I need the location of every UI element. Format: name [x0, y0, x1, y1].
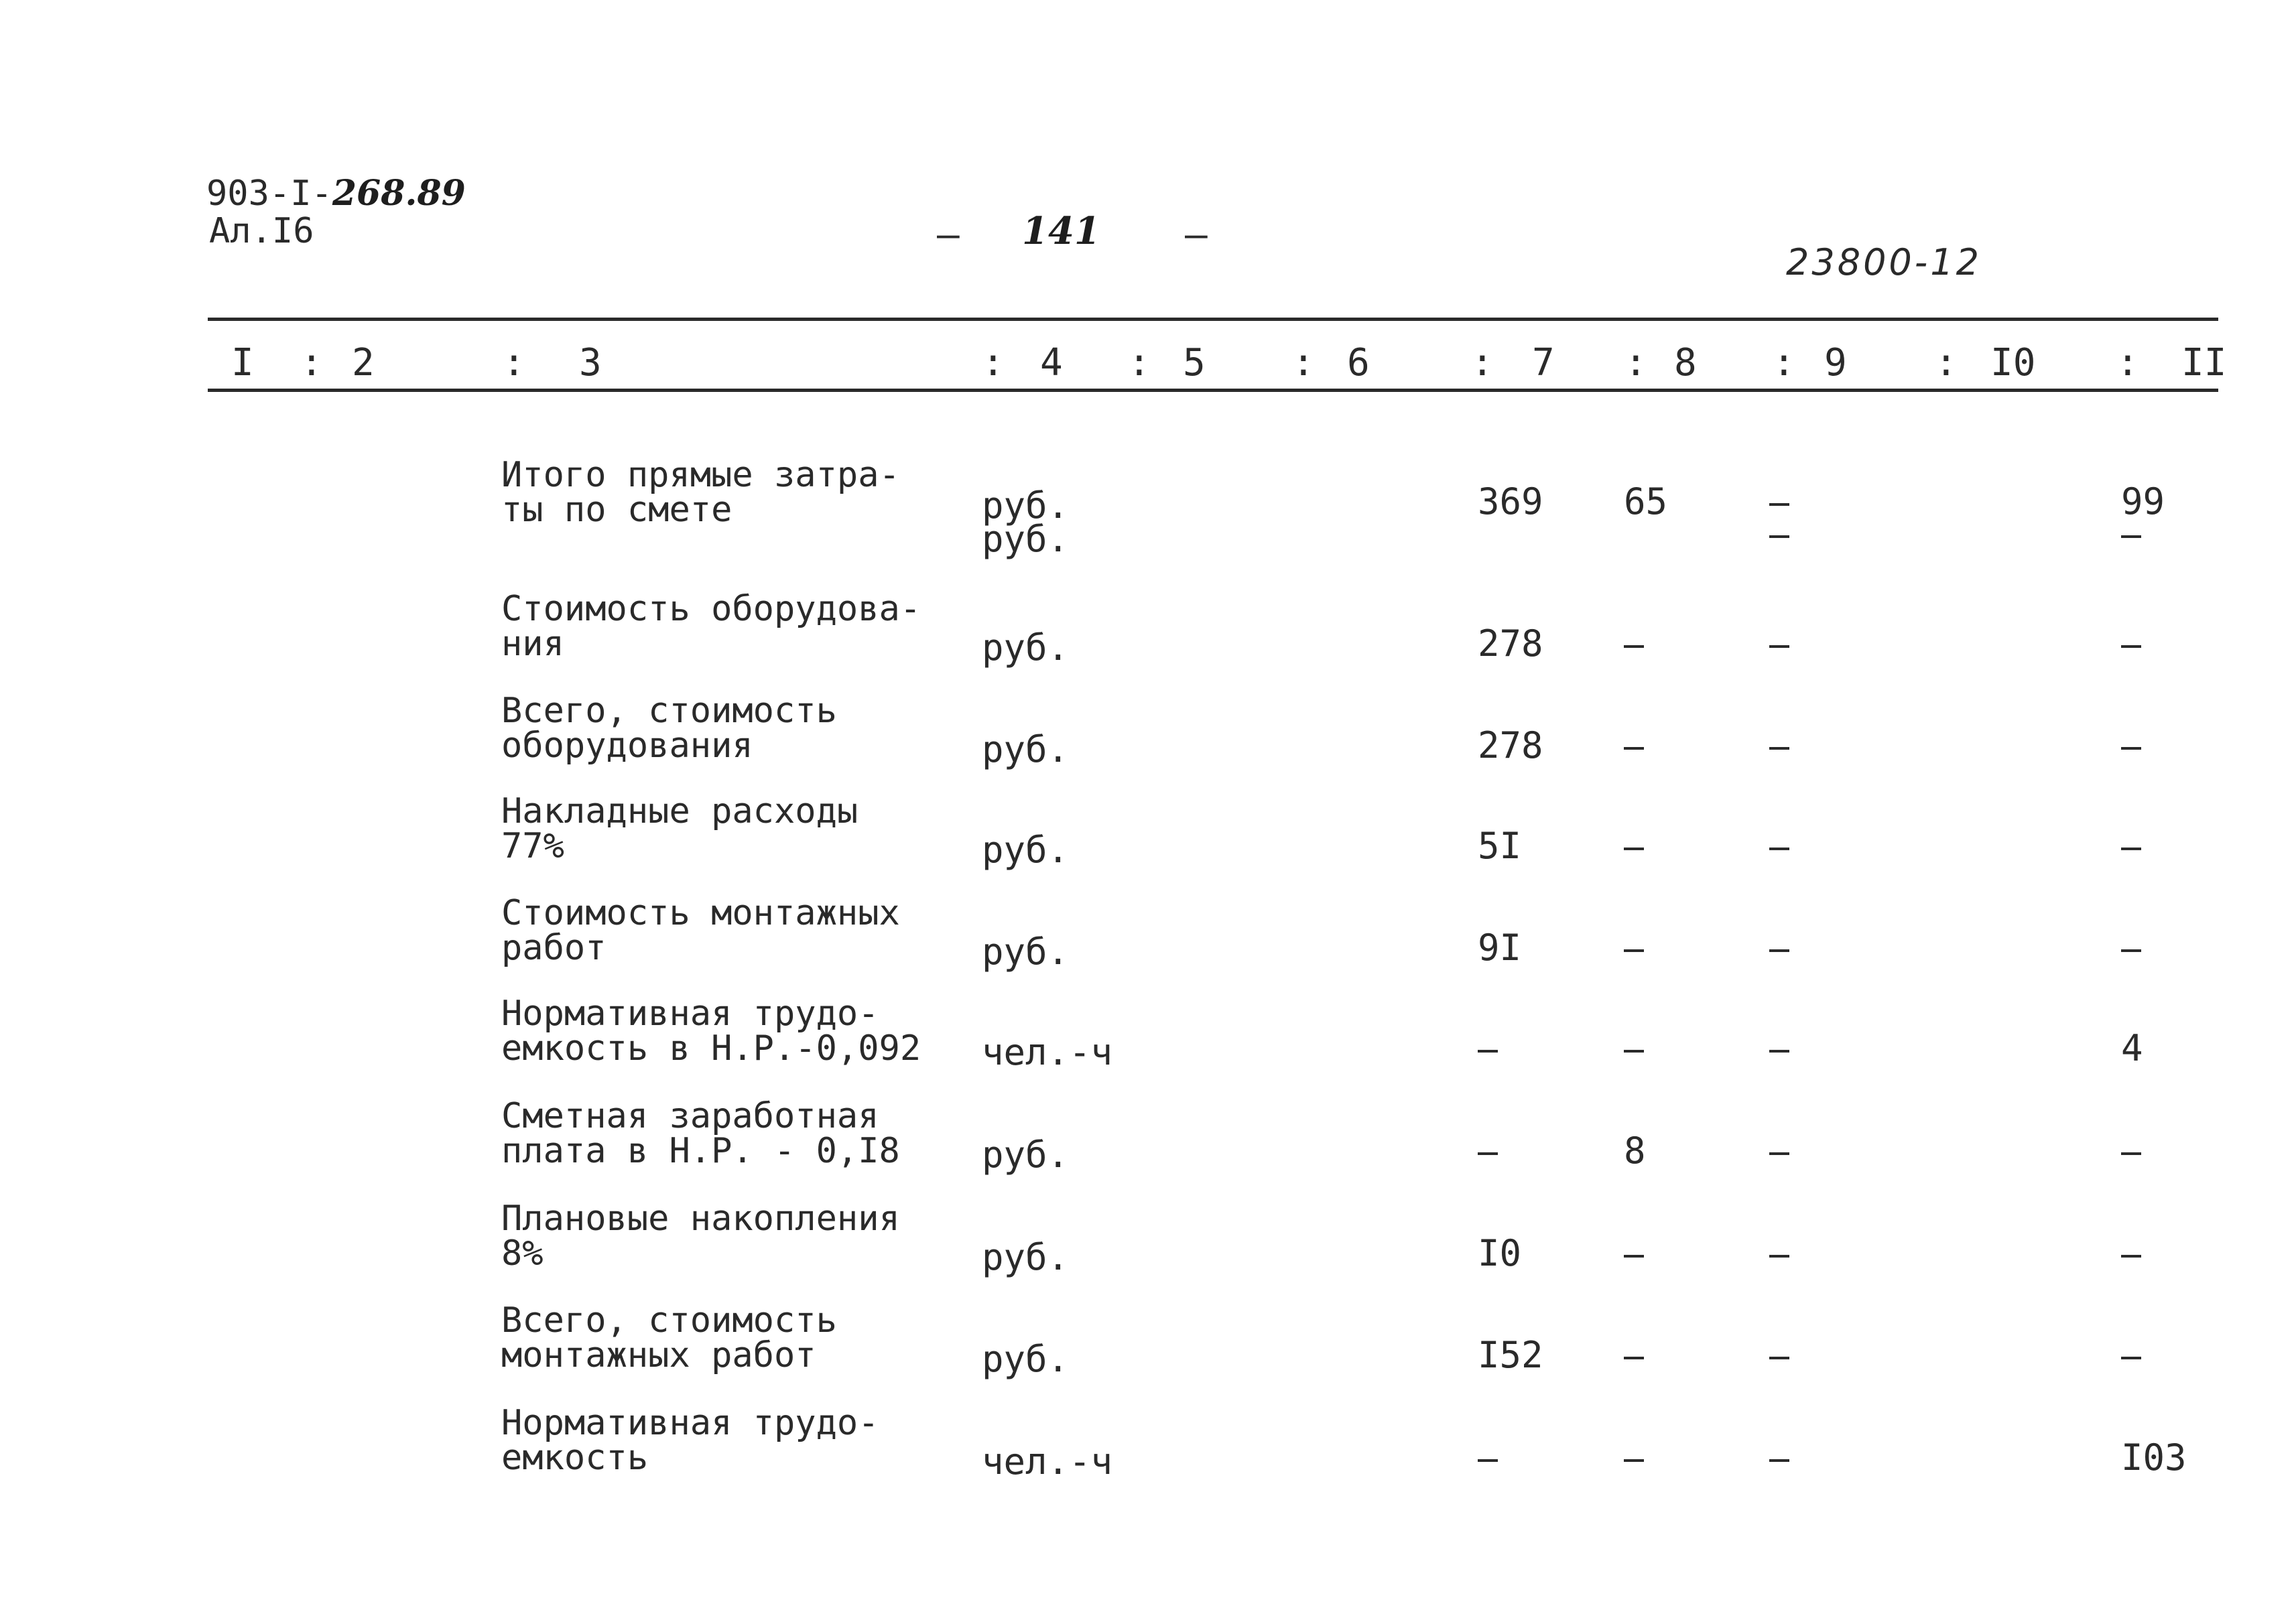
cell-col9-dash [1769, 503, 1789, 506]
page-dash-right: – [1185, 213, 1208, 257]
cell-col11-dash [2121, 645, 2141, 648]
cell-col8-dash [1624, 1050, 1644, 1053]
cell-col7-dash [1478, 1152, 1498, 1155]
cell-col11-dash [2121, 1152, 2141, 1155]
row-description: Стоимость оборудова- [501, 589, 921, 629]
cell-col7: 369 [1478, 480, 1543, 523]
cell-col9-dash [1769, 1050, 1789, 1053]
top-rule [208, 318, 2218, 321]
row-unit: руб. [982, 931, 1070, 973]
cell-col11-dash [2121, 1255, 2141, 1258]
document-number: 23800-12 [1786, 241, 1982, 283]
cell-col8: 65 [1624, 480, 1668, 523]
cell-col9-dash [1769, 535, 1789, 538]
row-unit: чел.-ч [982, 1440, 1113, 1483]
cell-col7: 9I [1478, 927, 1522, 969]
cell-col9-dash [1769, 1357, 1789, 1359]
cell-col8-dash [1624, 1459, 1644, 1462]
cell-col8-dash [1624, 848, 1644, 850]
row-description: работ [501, 928, 607, 968]
page-dash-left: – [937, 213, 960, 257]
row-description: 8% [501, 1233, 544, 1274]
row-unit: руб. [982, 728, 1070, 770]
cell-col9-dash [1769, 1255, 1789, 1258]
cell-col8-dash [1624, 949, 1644, 952]
document-code-prefix: 903-I- [206, 174, 332, 214]
cell-col11: 99 [2121, 480, 2165, 523]
column-number: 6 [1347, 341, 1370, 385]
row-description: Нормативная трудо- [501, 994, 879, 1034]
row-description: Всего, стоимость [501, 1300, 837, 1341]
column-separator: : [1292, 341, 1315, 385]
row-unit: руб. [982, 484, 1070, 527]
column-separator: : [503, 341, 525, 385]
row-description: емкость [501, 1438, 649, 1478]
column-separator: : [1624, 341, 1647, 385]
sheet-label: Ал.I6 [209, 211, 314, 251]
column-number: 2 [352, 341, 375, 385]
column-separator: : [1773, 341, 1795, 385]
column-number: I0 [1990, 341, 2036, 385]
column-separator: : [1471, 341, 1494, 385]
cell-col11-dash [2121, 1357, 2141, 1359]
row-unit: руб. [982, 1236, 1070, 1278]
row-unit: руб. [982, 829, 1070, 871]
cell-col9-dash [1769, 848, 1789, 850]
cell-col7-dash [1478, 1459, 1498, 1462]
cell-col11-dash [2121, 949, 2141, 952]
row-description: ния [501, 624, 564, 664]
column-number: 3 [579, 341, 602, 385]
column-separator: : [300, 341, 323, 385]
row-description: Нормативная трудо- [501, 1403, 879, 1443]
row-description: монтажных работ [501, 1335, 816, 1375]
cell-col9-dash [1769, 747, 1789, 750]
column-number: 5 [1183, 341, 1206, 385]
column-separator: : [1935, 341, 1958, 385]
column-number: 7 [1532, 341, 1555, 385]
row-unit: руб. [982, 1338, 1070, 1380]
column-number: II [2181, 341, 2227, 385]
column-separator: : [1128, 341, 1151, 385]
row-description: 77% [501, 826, 564, 866]
column-number: I [231, 341, 254, 385]
cell-col8-dash [1624, 1255, 1644, 1258]
row-description: плата в Н.Р. - 0,I8 [501, 1131, 900, 1171]
cell-col9-dash [1769, 645, 1789, 648]
row-unit: чел.-ч [982, 1031, 1113, 1073]
header-bottom-rule [208, 389, 2218, 392]
cell-col11-dash [2121, 747, 2141, 750]
row-description: ты по смете [501, 490, 732, 530]
document-code-handwritten: 268.89 [332, 173, 466, 214]
cell-col11: 4 [2121, 1027, 2143, 1069]
document-code [206, 173, 466, 214]
row-description: Стоимость монтажных [501, 893, 900, 933]
cell-col7: I52 [1478, 1334, 1543, 1376]
cell-col7: 278 [1478, 724, 1543, 766]
row-description: оборудования [501, 726, 753, 766]
column-number: 9 [1824, 341, 1847, 385]
cell-col9-dash [1769, 949, 1789, 952]
row-description: Накладные расходы [501, 791, 858, 831]
row-unit: руб. [982, 1134, 1070, 1176]
cell-col7-dash [1478, 1050, 1498, 1053]
row-description: емкость в Н.Р.-0,092 [501, 1028, 921, 1069]
cell-col11-dash [2121, 848, 2141, 850]
cell-col8-dash [1624, 1357, 1644, 1359]
cell-col9-dash [1769, 1152, 1789, 1155]
row-unit: руб. [982, 518, 1070, 560]
cell-col9-dash [1769, 1459, 1789, 1462]
column-separator: : [982, 341, 1005, 385]
column-number: 8 [1674, 341, 1697, 385]
column-number: 4 [1040, 341, 1063, 385]
page-number: 141 [1022, 209, 1100, 253]
cell-col11-dash [2121, 535, 2141, 538]
row-unit: руб. [982, 626, 1070, 669]
column-separator: : [2116, 341, 2139, 385]
row-description: Итого прямые затра- [501, 455, 900, 495]
cell-col7: 5I [1478, 825, 1522, 867]
cell-col11: I03 [2121, 1436, 2187, 1479]
cell-col7: 278 [1478, 622, 1543, 665]
cell-col8-dash [1624, 747, 1644, 750]
row-description: Всего, стоимость [501, 691, 837, 731]
cell-col8: 8 [1624, 1130, 1646, 1172]
row-description: Плановые накопления [501, 1199, 900, 1239]
row-description: Сметная заработная [501, 1096, 879, 1136]
cell-col7: I0 [1478, 1232, 1522, 1274]
cell-col8-dash [1624, 645, 1644, 648]
